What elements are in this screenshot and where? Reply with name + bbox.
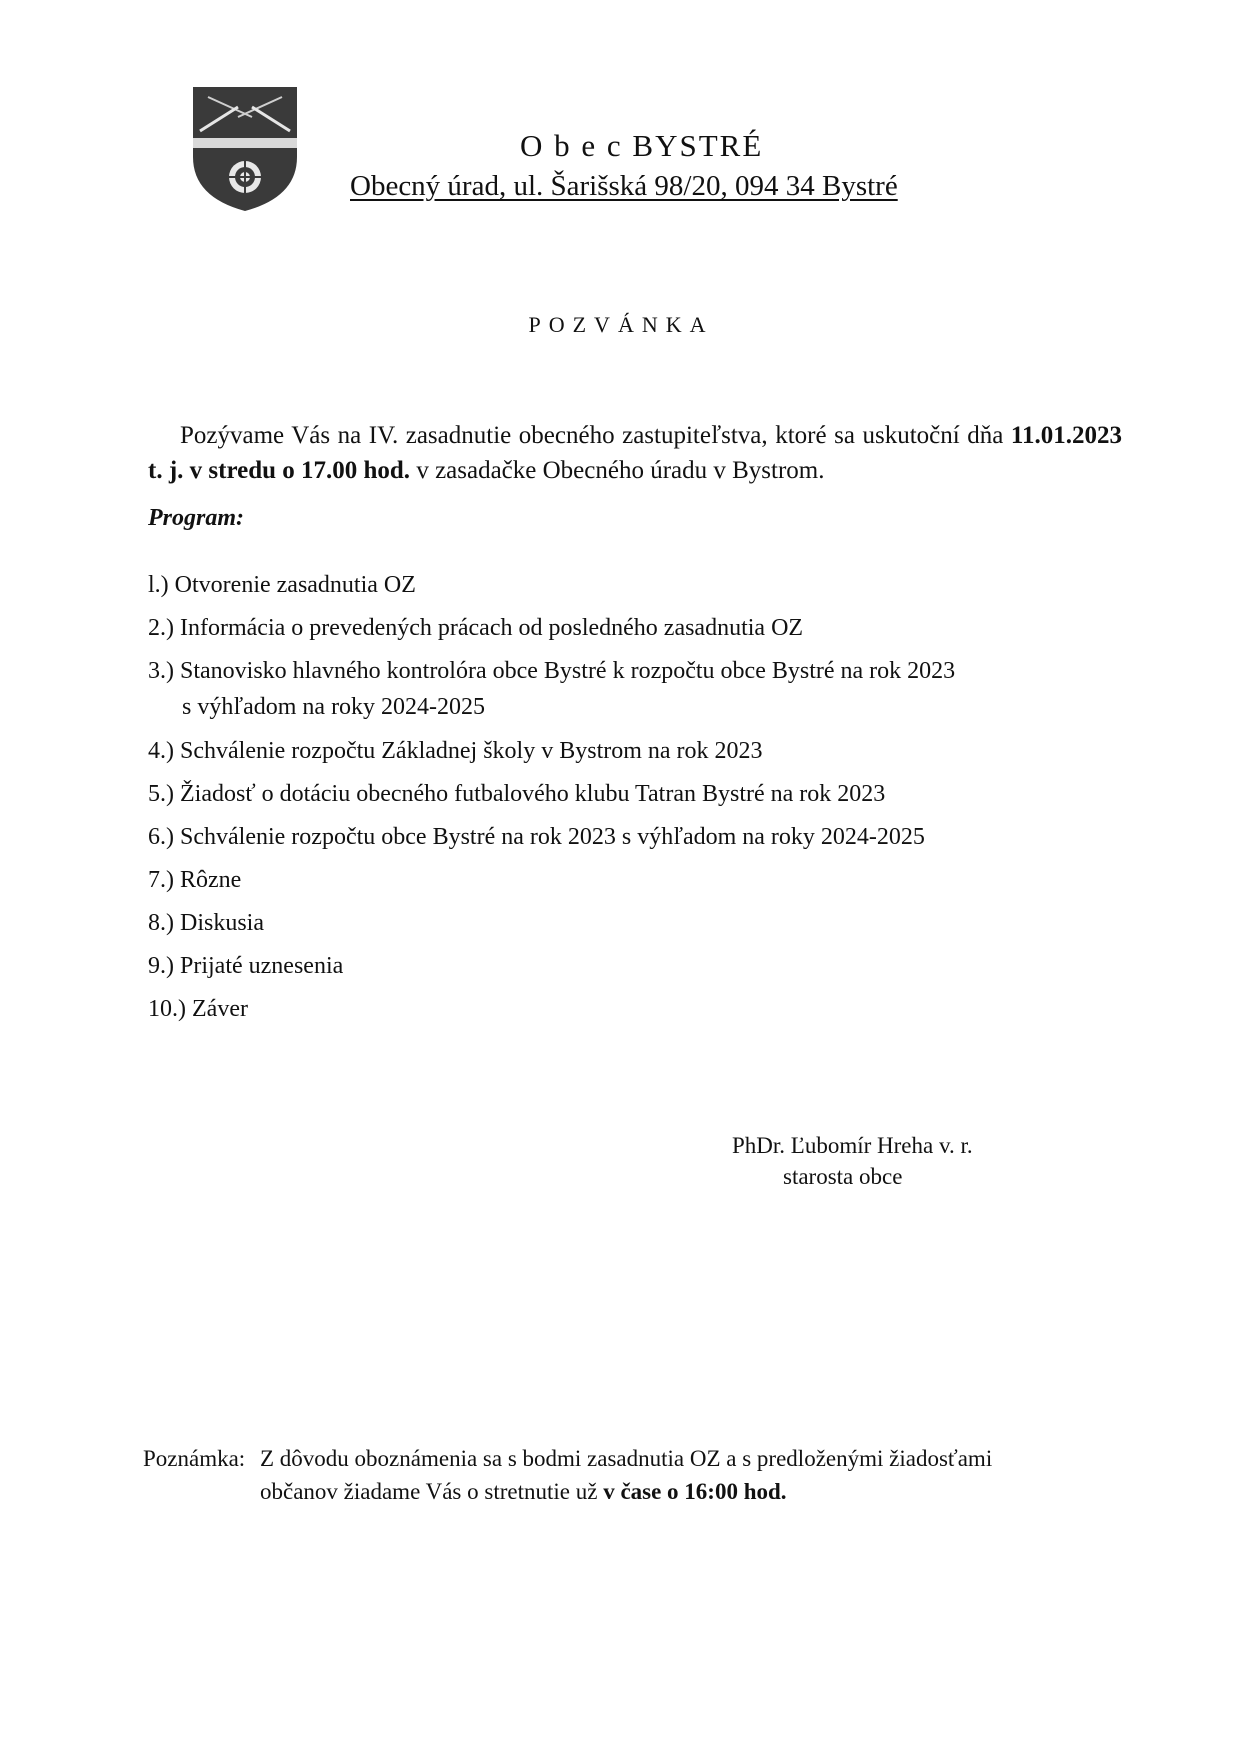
agenda-item-number: 9.): [148, 953, 174, 979]
agenda-item-number: 2.): [148, 615, 174, 641]
note-label: Poznámka:: [143, 1446, 246, 1471]
invitation-paragraph: [148, 418, 1122, 488]
agenda-item: [148, 824, 925, 851]
agenda-item-text: Záver: [192, 996, 248, 1022]
agenda-item-number: 5.): [148, 781, 174, 807]
agenda-item: [148, 953, 343, 980]
document-title: POZVÁNKA: [528, 312, 714, 337]
agenda-item-number: 8.): [148, 910, 174, 936]
agenda-item-text: Rôzne: [180, 867, 242, 893]
agenda-item-number: 4.): [148, 738, 174, 764]
note-text-line2: [260, 1479, 787, 1505]
agenda-item: [148, 572, 416, 599]
agenda-item: [148, 615, 803, 642]
agenda-item: [148, 996, 248, 1023]
agenda-item-number: l.): [148, 572, 169, 598]
note-time: v čase o 16:00 hod.: [603, 1479, 787, 1504]
agenda-item-text: Žiadosť o dotáciu obecného futbalového klubu Tatran Bystré na rok 2023: [180, 781, 886, 807]
signatory-name: PhDr. Ľubomír Hreha v. r.: [732, 1133, 973, 1158]
intro-text: Pozývame Vás na IV. zasadnutie obecného zastupiteľstva, ktoré sa uskutoční dňa: [180, 422, 1004, 449]
note-text: občanov žiadame Vás o stretnutie už: [260, 1479, 598, 1504]
signatory-role: starosta obce: [783, 1164, 903, 1189]
agenda-item-text: Diskusia: [180, 910, 264, 936]
agenda-item-number: 7.): [148, 867, 174, 893]
agenda-item-continuation: s výhľadom na roky 2024-2025: [182, 694, 486, 720]
coat-of-arms-icon: [190, 85, 300, 213]
meeting-date-time: 11.01.2023 t. j. v stredu o 17.00 hod.: [148, 422, 1122, 484]
agenda-item: [148, 658, 956, 720]
municipality-name: O b e c BYSTRÉ: [520, 128, 764, 163]
agenda-item-text: Stanovisko hlavného kontrolóra obce Bystré k rozpočtu obce Bystré na rok 2023: [180, 658, 956, 684]
agenda-item-number: 6.): [148, 824, 174, 850]
agenda-item-text: Otvorenie zasadnutia OZ: [174, 572, 416, 598]
note-text-line1: Z dôvodu oboznámenia sa s bodmi zasadnutia OZ a s predloženými žiadosťami: [260, 1446, 993, 1471]
agenda-item: [148, 910, 264, 937]
agenda-item: [148, 781, 885, 808]
agenda-item-number: 10.): [148, 996, 186, 1022]
program-heading: Program:: [148, 505, 244, 531]
agenda-item-text: Schválenie rozpočtu obce Bystré na rok 2023 s výhľadom na roky 2024-2025: [180, 824, 925, 850]
agenda-item: [148, 867, 241, 894]
agenda-item-text: Schválenie rozpočtu Základnej školy v Bystrom na rok 2023: [180, 738, 763, 764]
agenda-item-text: Informácia o prevedených prácach od posledného zasadnutia OZ: [180, 615, 804, 641]
intro-location: v zasadačke Obecného úradu v Bystrom.: [416, 457, 825, 484]
municipality-address: Obecný úrad, ul. Šarišská 98/20, 094 34 Bystré: [350, 170, 898, 202]
agenda-item-text: Prijaté uznesenia: [180, 953, 344, 979]
agenda-item-number: 3.): [148, 658, 174, 684]
agenda-item: [148, 738, 763, 765]
